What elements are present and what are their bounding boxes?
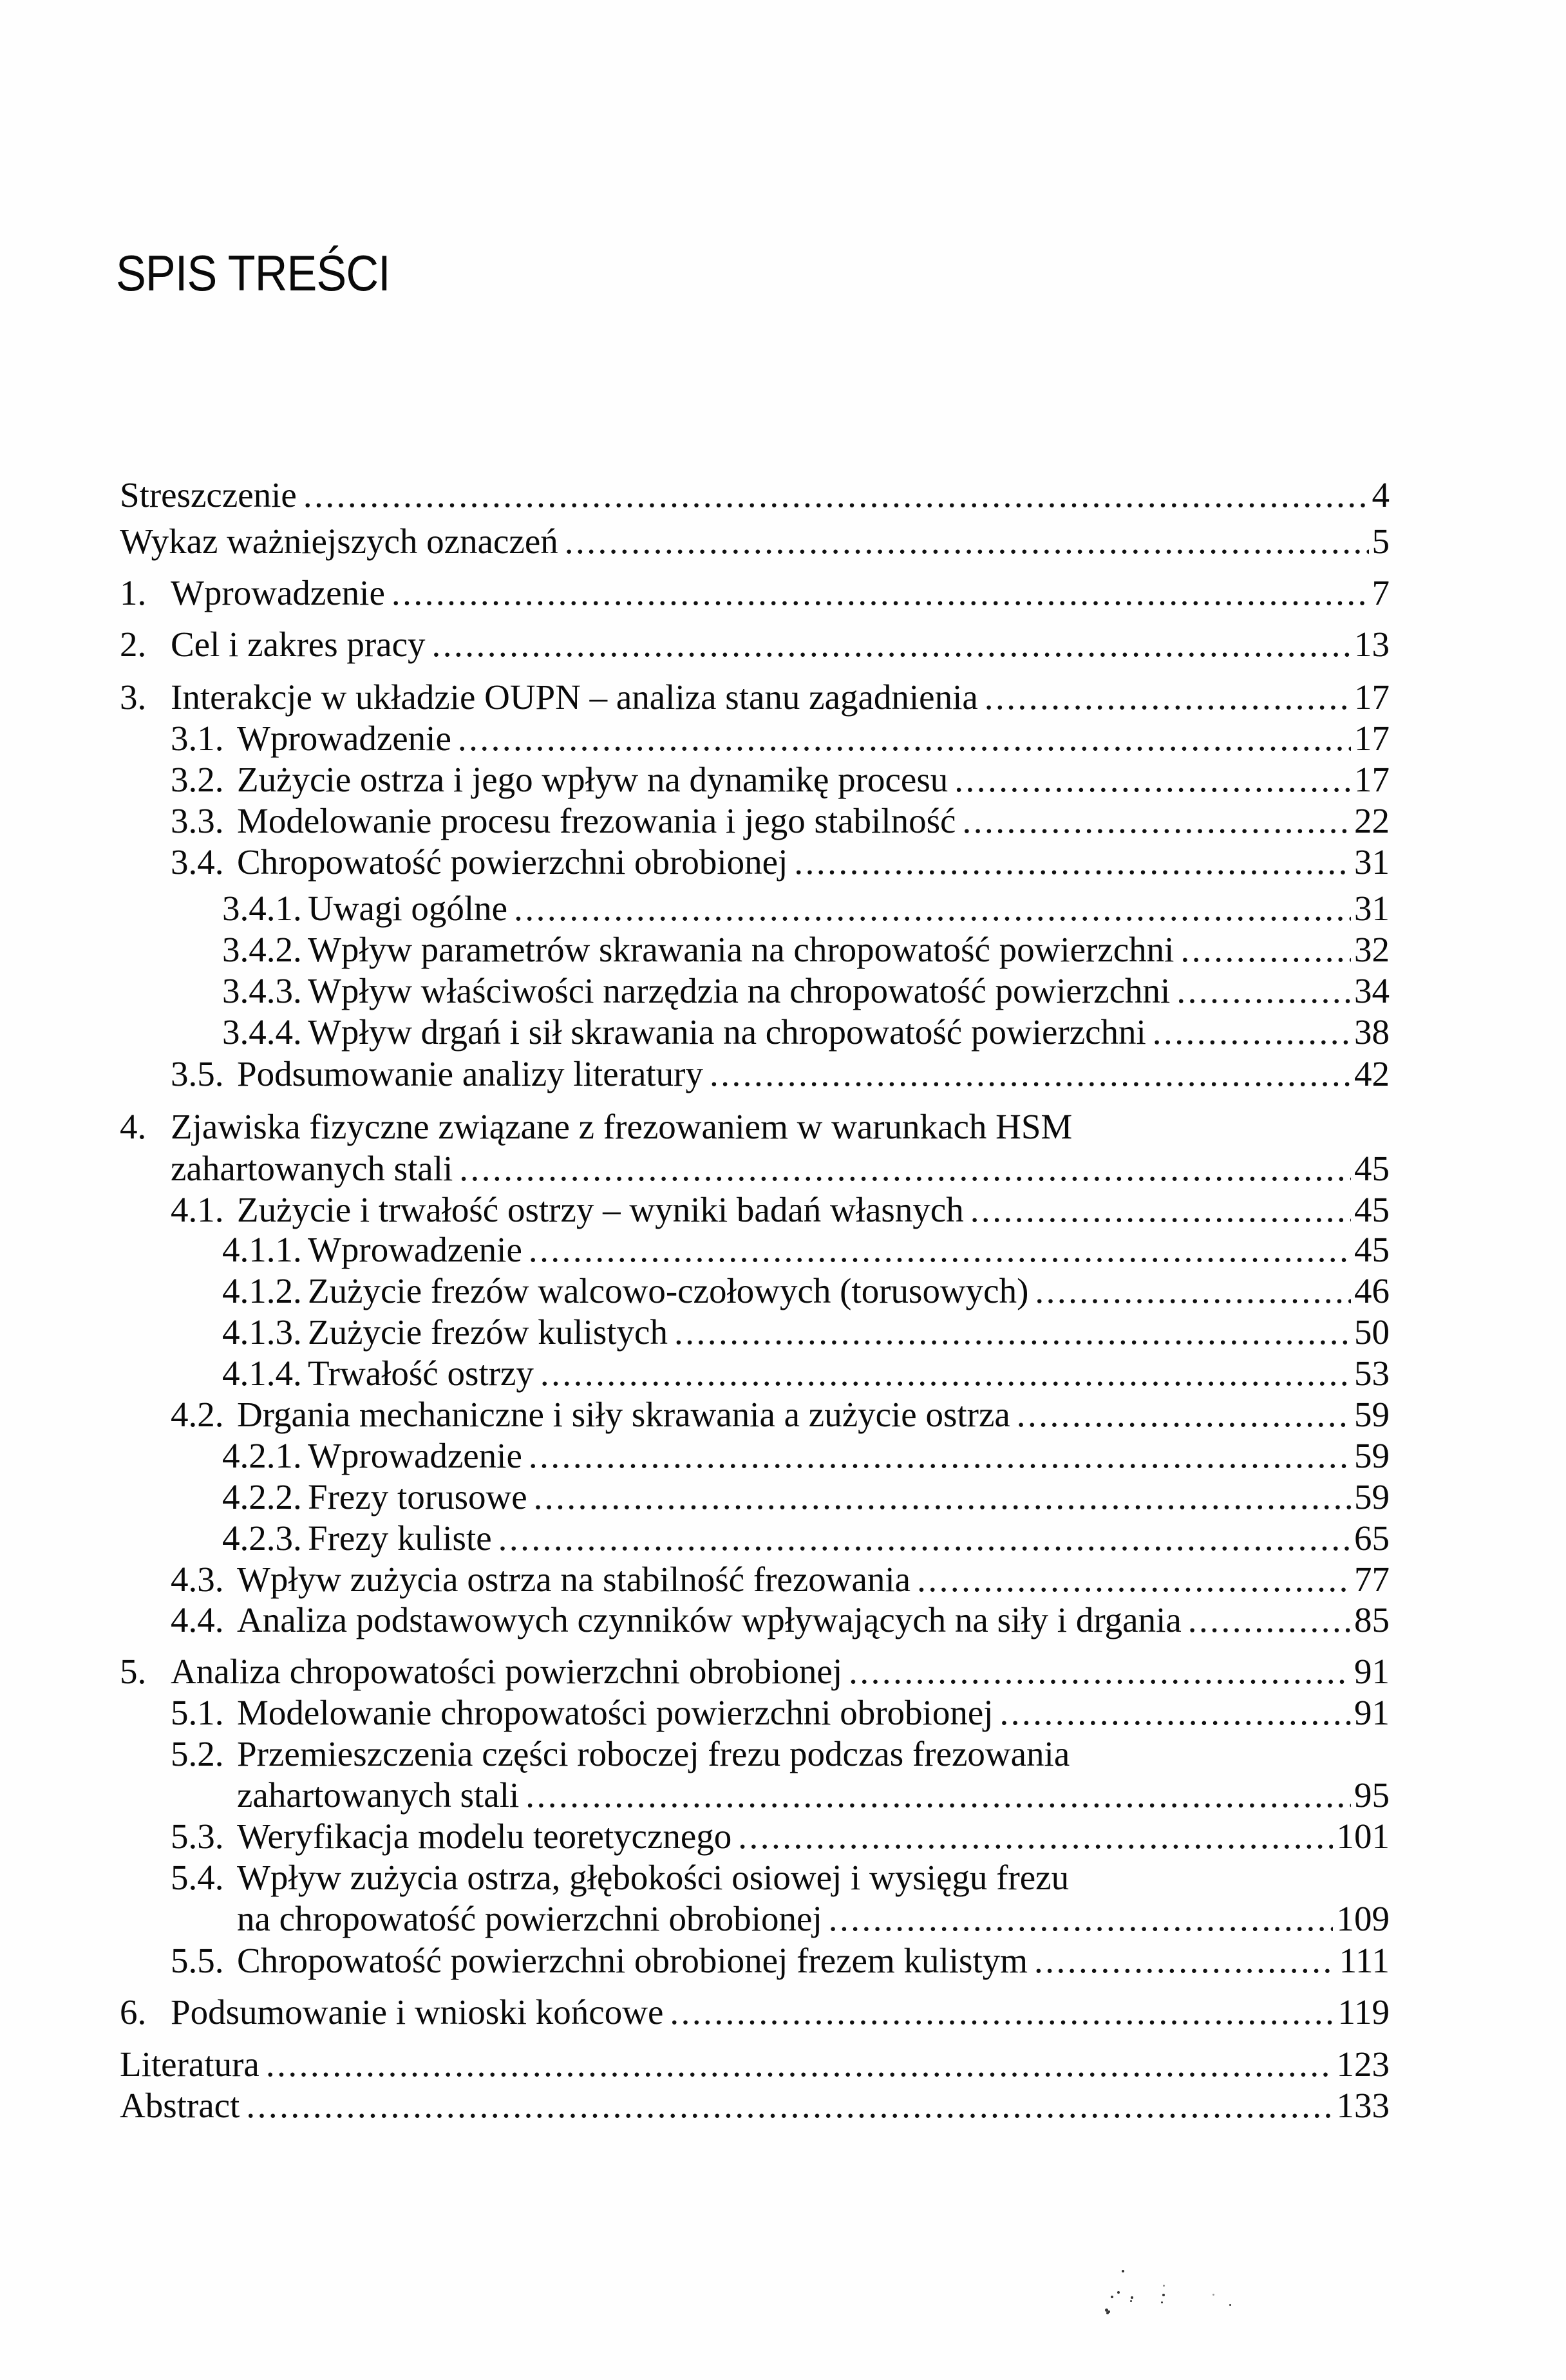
dot-leader xyxy=(674,1310,1351,1355)
toc-entry-title: Abstract xyxy=(120,2086,240,2125)
toc-entry-page-number: 45 xyxy=(1354,1230,1390,1269)
dot-leader xyxy=(710,1052,1351,1097)
toc-entry-number: 4.2.1. xyxy=(222,1436,302,1475)
toc-entry-page-number: 45 xyxy=(1354,1149,1390,1188)
toc-entry-page-number: 45 xyxy=(1354,1190,1390,1229)
toc-entry-title: Wprowadzenie xyxy=(237,719,451,758)
toc-entry-page-number: 32 xyxy=(1354,930,1390,969)
page-title: SPIS TREŚCI xyxy=(116,245,390,301)
toc-entry-title: Zużycie i trwałość ostrzy – wyniki badań własnych xyxy=(237,1190,964,1229)
toc-entry-number: 2. xyxy=(120,625,147,664)
toc-entry-page-number: 65 xyxy=(1354,1518,1390,1558)
toc-entry-title: Podsumowanie analizy literatury xyxy=(237,1054,703,1093)
toc-entry-page-number: 34 xyxy=(1354,971,1390,1010)
toc-entry-page-number: 46 xyxy=(1354,1271,1390,1310)
toc-entry xyxy=(0,1475,1566,1520)
toc-entry-number: 3.5. xyxy=(171,1054,224,1093)
toc-entry xyxy=(0,571,1566,616)
toc-entry-title: Wprowadzenie xyxy=(308,1230,522,1269)
toc-entry-title: Przemieszczenia części roboczej frezu podczas frezowania xyxy=(237,1734,1070,1773)
toc-entry-title: Wprowadzenie xyxy=(308,1436,522,1475)
toc-entry-page-number: 101 xyxy=(1336,1817,1390,1856)
toc-entry-title: Wpływ parametrów skrawania na chropowatość powierzchni xyxy=(308,930,1174,969)
toc-entry xyxy=(0,1690,1566,1735)
dot-leader xyxy=(246,2083,1333,2128)
dot-leader xyxy=(529,1227,1351,1272)
toc-entry-number: 5.3. xyxy=(171,1817,224,1856)
toc-entry xyxy=(0,1052,1566,1097)
dot-leader xyxy=(970,1187,1351,1232)
dot-leader xyxy=(525,1773,1351,1818)
toc-entry xyxy=(0,927,1566,972)
toc-entry-title: Wykaz ważniejszych oznaczeń xyxy=(120,522,558,561)
toc-entry-number: 3.4.4. xyxy=(222,1012,302,1052)
dot-leader xyxy=(829,1896,1333,1941)
toc-entry xyxy=(0,968,1566,1014)
toc-entry xyxy=(0,1938,1566,1983)
toc-entry-number: 5.4. xyxy=(171,1858,224,1897)
dot-leader xyxy=(1188,1598,1351,1643)
toc-entry-number: 6. xyxy=(120,1992,147,2032)
toc-entry xyxy=(0,1814,1566,1859)
toc-entry-title: Wpływ zużycia ostrza na stabilność frezowania xyxy=(237,1560,911,1599)
toc-entry xyxy=(0,1433,1566,1478)
toc-entry-title: Analiza chropowatości powierzchni obrobionej xyxy=(171,1652,843,1691)
toc-entry-number: 4.1.2. xyxy=(222,1271,302,1310)
toc-entry-page-number: 95 xyxy=(1354,1775,1390,1815)
toc-entry-title: Modelowanie chropowatości powierzchni obrobionej xyxy=(237,1693,994,1732)
toc-entry xyxy=(0,1187,1566,1232)
toc-entry-page-number: 133 xyxy=(1336,2086,1390,2125)
toc-entry-number: 4.2.3. xyxy=(222,1518,302,1558)
dot-leader xyxy=(498,1516,1351,1561)
toc-entry xyxy=(0,1990,1566,2035)
toc-entry xyxy=(0,1557,1566,1602)
toc-entry-page-number: 7 xyxy=(1372,573,1390,612)
toc-entry-page-number: 31 xyxy=(1354,842,1390,882)
dot-leader xyxy=(540,1351,1351,1396)
toc-entry-title: Zużycie frezów walcowo-czołowych (torusowych) xyxy=(308,1271,1029,1310)
toc-entry-page-number: 50 xyxy=(1354,1312,1390,1352)
toc-entry-title: Wprowadzenie xyxy=(171,573,385,612)
toc-entry-title: Podsumowanie i wnioski końcowe xyxy=(171,1992,664,2032)
toc-entry-title: Chropowatość powierzchni obrobionej xyxy=(237,842,788,882)
dot-leader xyxy=(266,2042,1333,2087)
toc-entry-page-number: 85 xyxy=(1354,1600,1390,1639)
toc-entry xyxy=(0,1649,1566,1694)
toc-entry-number: 4.1.1. xyxy=(222,1230,302,1269)
dot-leader xyxy=(458,716,1351,761)
dot-leader xyxy=(917,1557,1351,1602)
toc-entry-title: Uwagi ogólne xyxy=(308,889,508,928)
toc-entry-number: 4.2. xyxy=(171,1395,224,1434)
dot-leader xyxy=(1035,1269,1351,1314)
toc-entry-title: Interakcje w układzie OUPN – analiza stanu zagadnienia xyxy=(171,677,978,717)
dot-leader xyxy=(985,675,1351,720)
toc-entry-title: na chropowatość powierzchni obrobionej xyxy=(237,1899,822,1938)
toc-entry xyxy=(0,519,1566,564)
dot-leader xyxy=(1034,1938,1333,1983)
toc-entry-title: Streszczenie xyxy=(120,475,297,515)
toc-entry-page-number: 109 xyxy=(1336,1899,1390,1938)
toc-entry-title: Cel i zakres pracy xyxy=(171,625,426,664)
toc-entry-title: Chropowatość powierzchni obrobionej frezem kulistym xyxy=(237,1941,1028,1980)
toc-entry-title: Analiza podstawowych czynników wpływających na siły i drgania xyxy=(237,1600,1182,1639)
toc-entry-page-number: 5 xyxy=(1372,522,1390,561)
dot-leader xyxy=(303,473,1369,518)
toc-entry-number: 5.2. xyxy=(171,1734,224,1773)
toc-entry-page-number: 59 xyxy=(1354,1436,1390,1475)
toc-entry xyxy=(0,2042,1566,2087)
toc-entry-title: Trwałość ostrzy xyxy=(308,1354,534,1393)
toc-entry xyxy=(0,1351,1566,1396)
dot-leader xyxy=(1153,1010,1351,1055)
dot-leader xyxy=(1017,1392,1351,1437)
toc-entry xyxy=(0,886,1566,931)
dot-leader xyxy=(1000,1690,1351,1735)
toc-entry-number: 3.4.1. xyxy=(222,889,302,928)
dot-leader xyxy=(1180,927,1351,972)
toc-entry xyxy=(0,757,1566,802)
toc-entry xyxy=(0,1773,1566,1818)
toc-entry-title: Wpływ właściwości narzędzia na chropowatość powierzchni xyxy=(308,971,1171,1010)
toc-entry-page-number: 17 xyxy=(1354,760,1390,799)
dot-leader xyxy=(954,757,1351,802)
dot-leader xyxy=(565,519,1369,564)
toc-entry-page-number: 123 xyxy=(1336,2045,1390,2084)
toc-entry-number: 4. xyxy=(120,1107,147,1146)
toc-entry-number: 5.5. xyxy=(171,1941,224,1980)
dot-leader xyxy=(392,571,1369,616)
toc-entry-title: zahartowanych stali xyxy=(237,1775,520,1815)
toc-entry xyxy=(0,716,1566,761)
toc-entry-number: 3.3. xyxy=(171,801,224,840)
toc-entry-number: 4.4. xyxy=(171,1600,224,1639)
toc-entry xyxy=(0,1598,1566,1643)
dot-leader xyxy=(962,798,1351,844)
toc-entry-page-number: 42 xyxy=(1354,1054,1390,1093)
toc-entry-number: 3.4.3. xyxy=(222,971,302,1010)
toc-entry xyxy=(0,473,1566,518)
toc-entry xyxy=(0,798,1566,844)
toc-entry-number: 4.1.3. xyxy=(222,1312,302,1352)
toc-entry-page-number: 13 xyxy=(1354,625,1390,664)
toc-entry-page-number: 119 xyxy=(1337,1992,1390,2032)
toc-entry-title: Zjawiska fizyczne związane z frezowaniem w warunkach HSM xyxy=(171,1107,1073,1146)
toc-entry-number: 4.3. xyxy=(171,1560,224,1599)
dot-leader xyxy=(738,1814,1333,1859)
toc-entry-title: Zużycie frezów kulistych xyxy=(308,1312,668,1352)
dot-leader xyxy=(432,622,1351,667)
toc-entry xyxy=(0,622,1566,667)
toc-entry-page-number: 17 xyxy=(1354,677,1390,717)
toc-entry xyxy=(0,1310,1566,1355)
toc-entry-page-number: 53 xyxy=(1354,1354,1390,1393)
toc-entry-title: Wpływ zużycia ostrza, głębokości osiowej i wysięgu frezu xyxy=(237,1858,1070,1897)
toc-entry-page-number: 17 xyxy=(1354,719,1390,758)
dot-leader xyxy=(459,1146,1351,1191)
toc-entry-page-number: 111 xyxy=(1339,1941,1390,1980)
dot-leader xyxy=(849,1649,1351,1694)
toc-entry-number: 4.1.4. xyxy=(222,1354,302,1393)
toc-entry-title: Zużycie ostrza i jego wpływ na dynamikę procesu xyxy=(237,760,948,799)
toc-entry xyxy=(0,1104,1566,1149)
toc-entry-title: zahartowanych stali xyxy=(171,1149,453,1188)
toc-entry-title: Literatura xyxy=(120,2045,259,2084)
toc-entry-title: Frezy torusowe xyxy=(308,1477,527,1516)
toc-entry xyxy=(0,1146,1566,1191)
toc-entry-title: Drgania mechaniczne i siły skrawania a zużycie ostrza xyxy=(237,1395,1010,1434)
toc-entry-number: 1. xyxy=(120,573,147,612)
toc-entry xyxy=(0,840,1566,885)
toc-entry xyxy=(0,1010,1566,1055)
toc-entry-title: Frezy kuliste xyxy=(308,1518,492,1558)
toc-entry-number: 3.4. xyxy=(171,842,224,882)
toc-entry xyxy=(0,1269,1566,1314)
toc-entry xyxy=(0,1227,1566,1272)
toc-entry-page-number: 59 xyxy=(1354,1395,1390,1434)
dot-leader xyxy=(529,1433,1351,1478)
toc-entry-title: Modelowanie procesu frezowania i jego stabilność xyxy=(237,801,956,840)
toc-entry-title: Wpływ drgań i sił skrawania na chropowatość powierzchni xyxy=(308,1012,1146,1052)
toc-entry-title: Weryfikacja modelu teoretycznego xyxy=(237,1817,732,1856)
toc-entry-page-number: 59 xyxy=(1354,1477,1390,1516)
toc-entry xyxy=(0,675,1566,720)
toc-entry-number: 3.1. xyxy=(171,719,224,758)
toc-entry-number: 3. xyxy=(120,677,147,717)
toc-entry xyxy=(0,1516,1566,1561)
toc-entry xyxy=(0,2083,1566,2128)
toc-entry-number: 4.2.2. xyxy=(222,1477,302,1516)
toc-entry-page-number: 4 xyxy=(1372,475,1390,515)
toc-entry-number: 5. xyxy=(120,1652,147,1691)
toc-entry-number: 3.2. xyxy=(171,760,224,799)
dot-leader xyxy=(1176,968,1351,1014)
toc-entry-number: 5.1. xyxy=(171,1693,224,1732)
toc-entry-page-number: 22 xyxy=(1354,801,1390,840)
toc-entry xyxy=(0,1392,1566,1437)
dot-leader xyxy=(534,1475,1351,1520)
toc-entry-number: 3.4.2. xyxy=(222,930,302,969)
toc-entry xyxy=(0,1896,1566,1941)
dot-leader xyxy=(794,840,1351,885)
toc-entry-page-number: 31 xyxy=(1354,889,1390,928)
toc-entry-page-number: 38 xyxy=(1354,1012,1390,1052)
toc-entry-page-number: 91 xyxy=(1354,1652,1390,1691)
toc-entry xyxy=(0,1732,1566,1777)
toc-entry xyxy=(0,1855,1566,1900)
toc-entry-page-number: 77 xyxy=(1354,1560,1390,1599)
toc-entry-number: 4.1. xyxy=(171,1190,224,1229)
dot-leader xyxy=(670,1990,1333,2035)
dot-leader xyxy=(514,886,1351,931)
toc-entry-page-number: 91 xyxy=(1354,1693,1390,1732)
